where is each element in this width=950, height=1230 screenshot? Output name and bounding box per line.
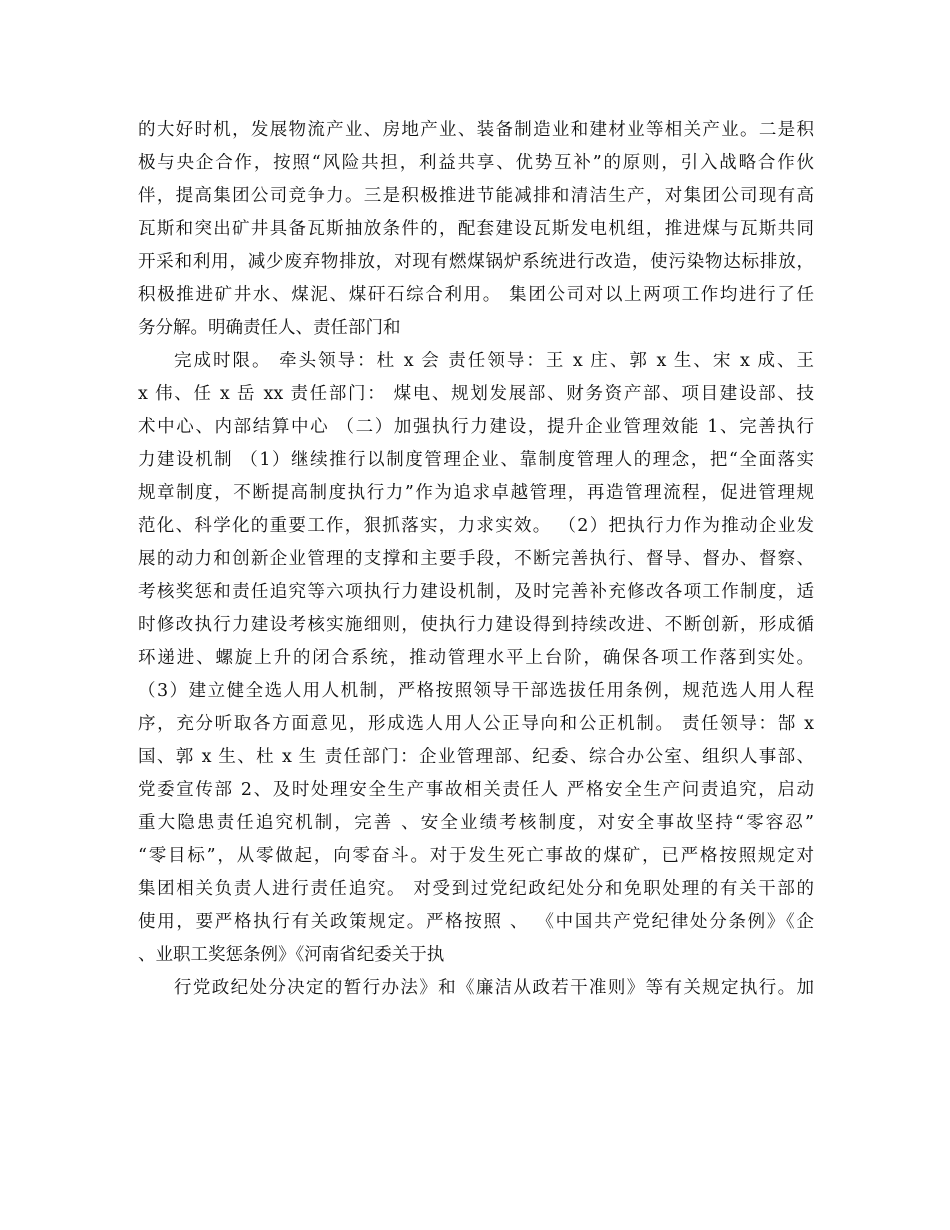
text-line: 伴，提高集团公司竞争力。三是积极推进节能减排和清洁生产，对集团公司现有高 [138, 186, 814, 206]
text-line: 环递进、螺旋上升的闭合系统，推动管理水平上台阶，确保各项工作落到实处。 [138, 648, 814, 668]
text-line: 的大好时机，发展物流产业、房地产业、装备制造业和建材业等相关产业。二是积 [138, 120, 814, 140]
body-text [138, 114, 814, 1005]
text-line: x 伟、任 x 岳 xx 责任部门： 煤电、规划发展部、财务资产部、项目建设部、技 [138, 384, 814, 404]
text-line: 国、郭 x 生、杜 x 生 责任部门：企业管理部、纪委、综合办公室、组织人事部、 [138, 747, 814, 767]
text-line: （3）建立健全选人用人机制，严格按照领导干部选拔任用条例，规范选人用人程 [138, 681, 814, 701]
text-line: 务分解。明确责任人、责任部门和 [138, 318, 401, 338]
text-line: 集团相关负责人进行责任追究。 对受到过党纪政纪处分和免职处理的有关干部的 [138, 879, 814, 899]
text-line: 时修改执行力建设考核实施细则，使执行力建设得到持续改进、不断创新，形成循 [138, 615, 814, 635]
text-line: 考核奖惩和责任追究等六项执行力建设机制，及时完善补充修改各项工作制度，适 [138, 582, 814, 602]
text-line: 规章制度，不断提高制度执行力”作为追求卓越管理，再造管理流程，促进管理规 [138, 483, 814, 503]
text-line: 积极推进矿井水、煤泥、煤矸石综合利用。 集团公司对以上两项工作均进行了任 [138, 285, 814, 305]
text-line: 重大隐患责任追究机制，完善 、安全业绩考核制度，对安全事故坚持“零容忍” [138, 813, 814, 833]
text-line: 极与央企合作，按照“风险共担，利益共享、优势互补”的原则，引入战略合作伙 [138, 153, 814, 173]
text-line: 开采和利用，减少废弃物排放，对现有燃煤锅炉系统进行改造，使污染物达标排放， [138, 252, 814, 272]
text-line: 行党政纪处分决定的暂行办法》和《廉洁从政若干准则》等有关规定执行。加 [174, 978, 814, 998]
text-line: 序，充分听取各方面意见，形成选人用人公正导向和公正机制。 责任领导：郜 x [138, 714, 814, 734]
text-line: “零目标”，从零做起，向零奋斗。对于发生死亡事故的煤矿，已严格按照规定对 [138, 846, 814, 866]
text-line: 力建设机制 （1）继续推行以制度管理企业、靠制度管理人的理念，把“全面落实 [138, 450, 814, 470]
text-line: 术中心、内部结算中心 （二）加强执行力建设，提升企业管理效能 1、完善执行 [138, 417, 814, 437]
text-line: 党委宣传部 2、及时处理安全生产事故相关责任人 严格安全生产问责追究，启动 [138, 780, 814, 800]
text-line: 范化、科学化的重要工作，狠抓落实，力求实效。 （2）把执行力作为推动企业发 [138, 516, 814, 536]
text-line: 展的动力和创新企业管理的支撑和主要手段，不断完善执行、督导、督办、督察、 [138, 549, 814, 569]
text-line: 完成时限。 牵头领导：杜 x 会 责任领导：王 x 庄、郭 x 生、宋 x 成、王 [174, 351, 814, 371]
text-line: 瓦斯和突出矿井具备瓦斯抽放条件的，配套建设瓦斯发电机组，推进煤与瓦斯共同 [138, 219, 814, 239]
text-line: 使用，要严格执行有关政策规定。严格按照 、 《中国共产党纪律处分条例》《企 [138, 912, 814, 932]
text-line: 、业职工奖惩条例》《河南省纪委关于执 [138, 945, 445, 965]
